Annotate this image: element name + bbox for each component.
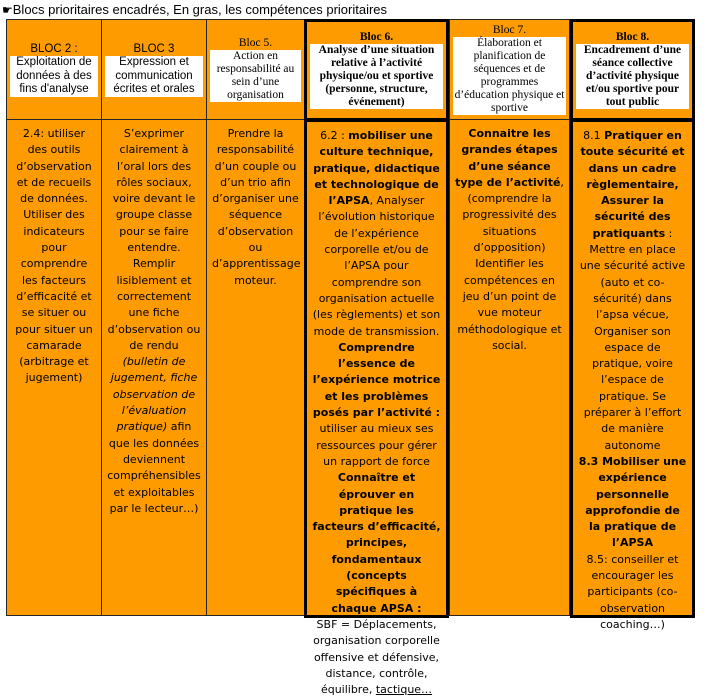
header-bloc-3 bbox=[101, 19, 207, 120]
body-bloc-6 bbox=[304, 119, 449, 697]
header-bloc-6-title: Analyse d’une situation relative à l’activité physique/ou et sportive (personne, structure, événement) bbox=[310, 44, 443, 109]
body-bloc-8-plain-1: : Mettre en place une sécurité active (auto et co-sécurité) dans l’apsa vécue, Organiser son espace de pratique, voire l’espace de pratique. Se préparer à l’effort de manière autonome bbox=[579, 226, 686, 452]
body-bloc-6-bold-2: Comprendre l’essence de l’expérience motrice et les problèmes posés par l’activité : bbox=[312, 340, 441, 420]
body-bloc-5-text: Prendre la responsabilité d’un couple ou d’un trio afin d’organiser une séquence d’observation ou d’apprentissage moteur. bbox=[212, 127, 301, 287]
body-bloc-3-para-2-end: afin que les données deviennent compréhensibles et exploitables par le lecteur…) bbox=[107, 420, 201, 515]
body-bloc-8-plain-2: 8.5: conseiller et encourager les participants (co-observation coaching…) bbox=[586, 552, 679, 631]
header-bloc-8-title: Encadrement d’une séance collective d’activité physique et/ou sportive pour tout public bbox=[576, 44, 689, 109]
body-bloc-3-para-2-start: Remplir lisiblement et correctement une fiche d’observation ou de rendu bbox=[107, 257, 201, 352]
body-bloc-6-plain-1: , Analyser l’évolution historique de l’expérience corporelle et/ou de l’APSA pour comprendre son organisation actuelle (les règlements) et son mode de transmission. bbox=[312, 194, 441, 338]
body-bloc-6-plain-2: utiliser au mieux ses ressources pour gérer un rapport de force bbox=[316, 422, 437, 468]
header-bloc-2-number: BLOC 2 : bbox=[30, 42, 78, 55]
page-title bbox=[2, 2, 387, 18]
header-bloc-8 bbox=[570, 19, 695, 121]
header-bloc-7 bbox=[449, 19, 570, 120]
body-bloc-8-bold-1: Pratiquer en toute sécurité et dans un cadre règlementaire, Assurer la sécurité des pratiquants bbox=[580, 129, 685, 240]
body-bloc-2 bbox=[6, 119, 102, 616]
body-bloc-8-ref-8-1: 8.1 bbox=[583, 129, 605, 142]
header-bloc-5-title: Action en responsabilité au sein d’une organisation bbox=[210, 50, 301, 102]
body-bloc-7-plain-1: , (comprendre la progressivité des situations d’opposition) Identifier les compétences en jeu d’un point de vue moteur méthodologique et social. bbox=[457, 175, 564, 352]
header-bloc-5-number: Bloc 5. bbox=[238, 37, 273, 49]
body-bloc-6-ref-6-2: 6.2 : bbox=[320, 129, 349, 142]
header-bloc-2 bbox=[6, 19, 102, 120]
body-bloc-8 bbox=[570, 119, 695, 631]
body-bloc-7-para-1 bbox=[455, 126, 564, 354]
header-bloc-3-number: BLOC 3 bbox=[133, 42, 175, 55]
body-bloc-3-para-1: S’exprimer clairement à l’oral lors des rôles sociaux, voire devant le groupe classe pour se faire entendre. bbox=[112, 127, 196, 255]
body-bloc-3 bbox=[101, 119, 207, 616]
header-bloc-7-number: Bloc 7. bbox=[492, 24, 527, 36]
body-bloc-6-bold-3: Connaître et éprouver en pratique les facteurs d’efficacité, principes, fondamentaux (concepts spécifiques à chaque APSA : bbox=[312, 471, 441, 615]
header-bloc-3-title: Expression et communication écrites et orales bbox=[105, 56, 203, 97]
header-bloc-7-title: Élaboration et planification de séquences et de programmes d’éducation physique et sportive bbox=[454, 37, 565, 114]
body-bloc-7-bold-1: Connaitre les grandes étapes d’une séance type de l’activité bbox=[455, 127, 561, 189]
header-bloc-6-number: Bloc 6. bbox=[359, 31, 394, 43]
body-bloc-5 bbox=[206, 119, 305, 616]
header-bloc-8-number: Bloc 8. bbox=[615, 31, 650, 43]
body-bloc-6-para-5 bbox=[312, 617, 441, 698]
body-bloc-6-bold-1: mobiliser une culture technique, pratique, didactique et technologique de l’APSA bbox=[313, 129, 440, 208]
body-bloc-3-para-2 bbox=[107, 256, 201, 517]
body-bloc-8-bold-2: 8.3 Mobiliser une expérience personnelle approfondie de la pratique de l’APSA bbox=[578, 454, 687, 550]
header-bloc-2-title: Exploitation de données à des fins d'analyse bbox=[10, 56, 98, 97]
body-bloc-6-para-1 bbox=[312, 128, 441, 340]
body-bloc-6-underlined: tactique… bbox=[375, 683, 433, 697]
header-bloc-6 bbox=[304, 19, 449, 121]
body-bloc-7 bbox=[449, 119, 570, 616]
body-bloc-8-para-1 bbox=[578, 128, 687, 454]
body-bloc-3-para-2-italic: (bulletin de jugement, fiche observation de l’évaluation pratique) bbox=[110, 355, 198, 434]
body-bloc-6-plain-3: SBF = Déplacements, organisation corporelle offensive et défensive, distance, contrôle, équilibre, bbox=[313, 617, 440, 697]
body-bloc-2-text: 2.4: utiliser des outils d’observation et de recueils de données. Utiliser des indicateurs pour comprendre les facteurs d’efficacité et se situer ou pour situer un camarade (arbitrage et jugement) bbox=[15, 127, 93, 385]
title-text: Blocs prioritaires encadrés, En gras, les compétences prioritaires bbox=[12, 2, 388, 17]
pointing-hand-icon: ☛ bbox=[2, 3, 13, 17]
header-bloc-5 bbox=[206, 19, 305, 120]
